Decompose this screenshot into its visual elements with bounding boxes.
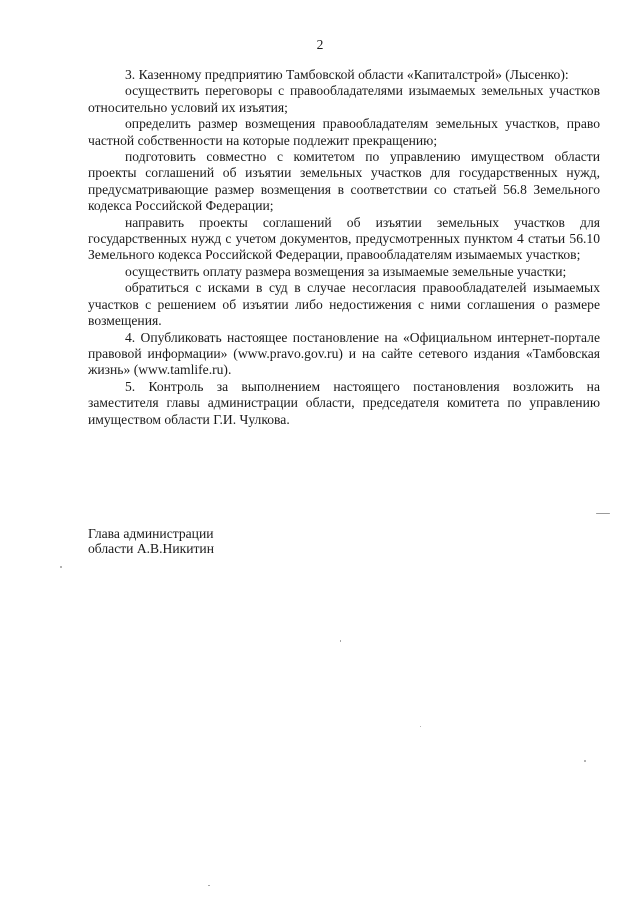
signature-block [88,526,214,556]
paragraph-compensation-size: определить размер возмещения правообладателям земельных участков, право частной собственности на которые подлежит прекращению; [88,116,600,148]
signature-title: Глава администрации [88,526,214,541]
scan-speck [340,640,341,642]
scan-speck [60,566,62,568]
signature-name: области А.В.Никитин [88,541,214,556]
paragraph-item-4-publish: 4. Опубликовать настоящее постановление на «Официальном интернет-портале правовой информации» (www.pravo.gov.ru) и на сайте сетевого издания «Тамбовская жизнь» (www.tamlife.ru). [88,329,600,378]
page-number: 2 [316,37,324,52]
paragraph-item-5-control: 5. Контроль за выполнением настоящего постановления возложить на заместителя главы администрации области, председателя комитета по управлению имуществом области Г.И. Чулкова. [88,378,600,427]
paragraph-prepare-agreements: подготовить совместно с комитетом по управлению имуществом области проекты соглашений об изъятии земельных участков для государственных нужд, предусматривающие размер возмещения в соответствии со статьей 56.8 Земельного кодекса Российской Федерации; [88,149,600,214]
scan-speck [596,513,610,514]
scan-speck [208,885,210,886]
scan-speck [420,726,421,727]
paragraph-item-3: 3. Казенному предприятию Тамбовской области «Капиталстрой» (Лысенко): [125,67,569,82]
paragraph-send-agreements: направить проекты соглашений об изъятии земельных участков для государственных нужд с учетом документов, предусмотренных пунктом 4 статьи 56.10 Земельного кодекса Российской Федерации, правообладателям изымаемых участков; [88,214,600,263]
document-body [88,67,600,428]
scan-speck [584,760,586,762]
paragraph-negotiations: осуществить переговоры с правообладателями изымаемых земельных участков относительно условий их изъятия; [88,83,600,115]
paragraph-payment: осуществить оплату размера возмещения за изымаемые земельные участки; [125,263,567,279]
paragraph-court-claims: обратиться с исками в суд в случае несогласия правообладателей изымаемых участков с решением об изъятии либо недостижения с ними соглашения о размере возмещения. [88,280,600,329]
